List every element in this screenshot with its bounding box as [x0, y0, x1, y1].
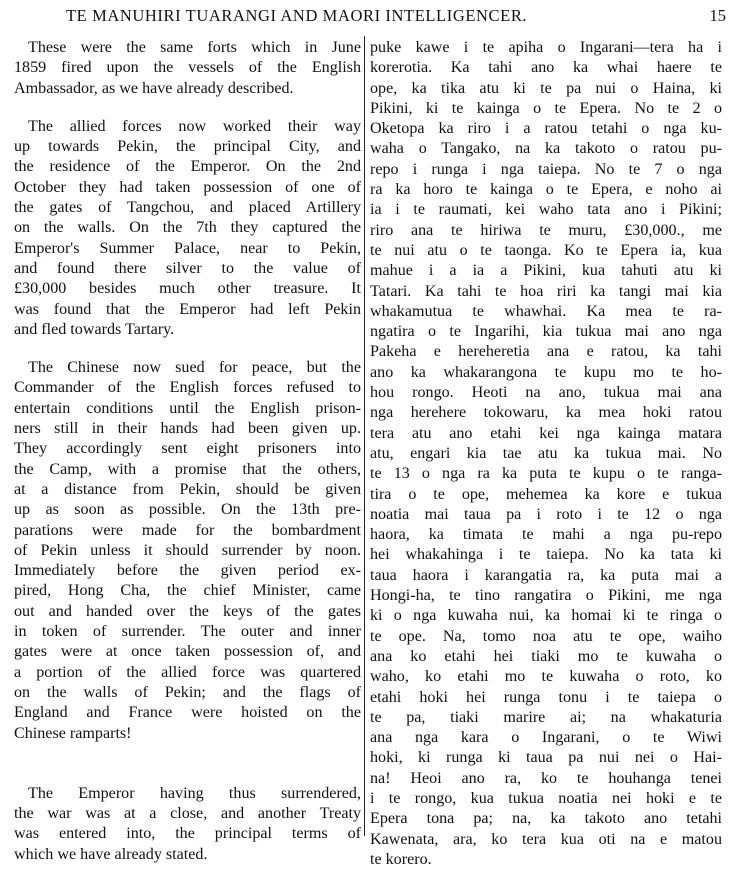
text-line: the residence of the Emperor. On the 2nd	[14, 158, 361, 176]
text-line: riro ana te hiriwa te muru, £30,000., me	[370, 221, 722, 239]
text-line: Pakeha e hereheretia ana e ratou, ka tahi	[370, 343, 722, 361]
maori-column	[370, 38, 722, 868]
text-line: on the walls. On the 7th they captured the	[14, 219, 361, 237]
text-line: Oketopa ka riro i a ratou tetahi o nga ku-	[370, 120, 722, 138]
text-line: mahue i a ia a Pikini, kua tahuti atu ki	[370, 262, 722, 280]
text-line: The Chinese now sued for peace, but the	[28, 359, 361, 377]
text-line: tera atu ano etahi kei nga kainga matara	[370, 424, 722, 442]
text-line: These were the same forts which in June	[28, 39, 361, 56]
text-line: Emperor's Summer Palace, near to Pekin,	[14, 239, 361, 257]
text-line: hoki, ki runga ki taua pa nui nei o Hai-	[370, 749, 722, 767]
text-line: waha o Tangako, na ka takoto o ratou pu-	[370, 140, 722, 158]
text-line: Kawenata, ara, ko tera kua oti na e matou	[370, 830, 722, 848]
text-line: pired, Hong Cha, the chief Minister, came	[14, 582, 361, 600]
text-line: the war was at a close, and another Treaty	[14, 805, 361, 823]
paragraph-forts	[14, 38, 361, 99]
text-line: korerotia. Ka tahi ano ka whai haere te	[370, 59, 722, 77]
text-line: The allied forces now worked their way	[28, 117, 361, 135]
text-line: ana nga kara o Ingarani, o te Wiwi	[370, 729, 722, 747]
text-line: was entered into, the principal terms of	[14, 825, 361, 843]
text-line: Tatari. Ka tahi te hoa riri ka tangi mai kia	[370, 282, 722, 300]
text-line: in token of surrender. The outer and inner	[14, 623, 361, 641]
text-line: te korero.	[370, 850, 432, 868]
text-line: ano ka whakarangona te kupu mo te ho-	[370, 363, 722, 381]
text-line: of Pekin unless it should surrender by noon.	[14, 541, 361, 559]
text-line: a portion of the allied force was quartered	[14, 663, 361, 681]
text-line: puke kawe i te apiha o Ingarani—tera ha i	[370, 39, 722, 56]
text-line: na! Heoi ano ra, ko te houhanga tenei	[370, 769, 722, 787]
text-line: which we have already stated.	[14, 845, 208, 863]
text-line: Hongi-ha, te tino rangatira o Pikini, me nga	[370, 587, 722, 605]
text-line: whakamutua te whawhai. Ka mea te ra-	[370, 302, 722, 320]
text-line: and found there silver to the value of	[14, 259, 361, 277]
page-header	[0, 0, 740, 36]
text-line: gates were at once taken possession of, and	[14, 643, 361, 661]
text-line: ngatira o te Ingarihi, kia tukua mai ano nga	[370, 323, 722, 341]
text-line: 1859 fired upon the vessels of the English	[14, 59, 361, 77]
text-line: hou rongo. Heoti na ano, tukua mai ana	[370, 384, 722, 402]
text-line: Pikini, ki te kainga o te Epera. No te 2 o	[370, 99, 722, 117]
page-number: 15	[709, 6, 726, 25]
column-divider	[364, 36, 365, 836]
text-line: Ambassador, as we have already described.	[14, 79, 294, 97]
text-line: etahi hoki hei runga tonu i te taiepa o	[370, 688, 722, 706]
text-line: ki o nga kuwaha nui, ka homai ki te ringa o	[370, 607, 722, 625]
text-line: up as soon as possible. On the 13th pre-	[14, 501, 361, 519]
text-line: nga herehere tokowaru, ka mea hoki ratou	[370, 404, 722, 422]
text-line: The Emperor having thus surrendered,	[28, 784, 361, 802]
text-line: waho, ko etahi mo te kuwaha o roto, ko	[370, 668, 722, 686]
text-line: up towards Pekin, the principal City, and	[14, 138, 361, 156]
text-line: ope, ka tika atu ki te pa nui o Haina, ki	[370, 79, 722, 97]
text-line: Immediately before the given period ex-	[14, 562, 361, 580]
text-line: taua haora i karangatia ra, ka puta mai a	[370, 566, 722, 584]
text-line: Chinese ramparts!	[14, 724, 132, 742]
text-line: ra ka horo te kainga o te Epera, e noho ai	[370, 181, 722, 199]
text-line: England and France were hoisted on the	[14, 704, 361, 722]
text-line: noatia mai taua pa i roto i te 12 o nga	[370, 505, 722, 523]
text-line: te 13 o nga ra ka puta te kupu o te ranga-	[370, 465, 722, 483]
text-line: te pa, tiaki marire ai; na whakaturia	[370, 708, 722, 726]
text-line: Commander of the English forces refused to	[14, 379, 361, 397]
text-line: at a distance from Pekin, should be given	[14, 480, 361, 498]
text-line: ana ko etahi hei tiaki mo te kuwaha o	[370, 647, 722, 665]
text-line: and fled towards Tartary.	[14, 320, 175, 338]
text-line: the gates of Tangchou, and placed Artillery	[14, 199, 361, 217]
text-line: repo i runga i nga taiepa. No te 7 o nga	[370, 160, 722, 178]
text-line: tira o te ope, mehemea ka kore e tukua	[370, 485, 722, 503]
text-line: They accordingly sent eight prisoners into	[14, 440, 361, 458]
paragraph-treaty	[14, 784, 361, 865]
text-line: out and handed over the keys of the gates	[14, 602, 361, 620]
text-line: parations were made for the bombardment	[14, 521, 361, 539]
text-line: te nui atu o te taonga. Ko te Epera ia, kua	[370, 241, 722, 259]
text-line: i te rongo, kua tukua noatia nei hoki e te	[370, 789, 722, 807]
text-line: atu, engari kia tae atu ka tukua mai. No	[370, 444, 722, 462]
text-line: entertain conditions until the English prison-	[14, 399, 361, 417]
text-line: on the walls of Pekin; and the flags of	[14, 683, 361, 701]
text-line: October they had taken possession of one of	[14, 178, 361, 196]
text-line: hei whakahinga i te taiepa. No ka tata ki	[370, 546, 722, 564]
english-column	[14, 38, 361, 863]
paragraph-sued-for-peace	[14, 358, 361, 744]
text-line: ners still in their hands had been given up.	[14, 420, 361, 438]
text-line: £30,000 besides much other treasure. It	[14, 280, 361, 298]
text-line: haora, ka timata te mahi a nga pu-repo	[370, 526, 722, 544]
paragraph-advance-on-pekin	[14, 117, 361, 340]
text-line: te ope. Na, tomo noa atu te ope, waiho	[370, 627, 722, 645]
text-line: was found that the Emperor had left Pekin	[14, 300, 361, 318]
text-line: ia i te raumati, kei waho tata ano i Pikini;	[370, 201, 722, 219]
newspaper-title: TE MANUHIRI TUARANGI AND MAORI INTELLIGENCER.	[66, 6, 528, 25]
text-line: Epera tona pa; na, ka takoto ano tetahi	[370, 810, 722, 828]
text-line: the Camp, with a promise that the others,	[14, 460, 361, 478]
